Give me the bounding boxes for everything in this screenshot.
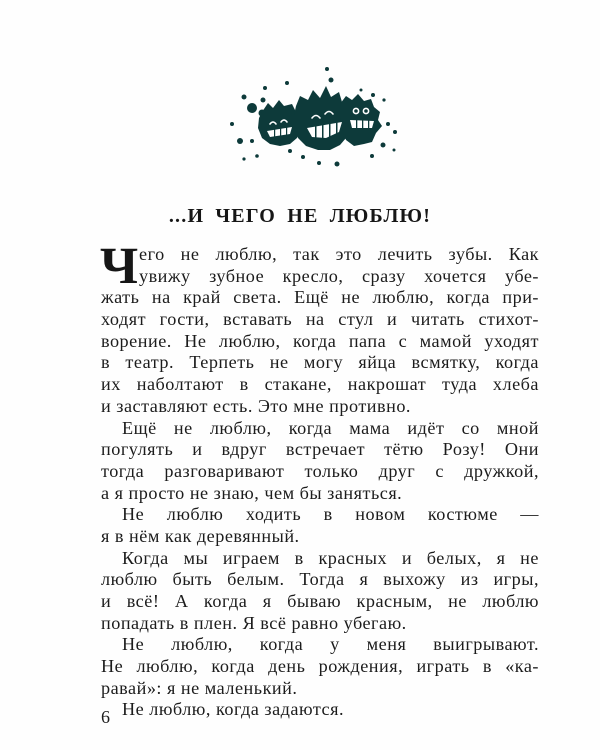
text-line: жать на край света. Ещё не люблю, когда при- [101, 287, 539, 308]
text-line: в театр. Терпеть не могу яйца всмятку, когда [101, 352, 539, 373]
text-line: Не люблю, когда задаются. [122, 699, 344, 720]
text-line: Когда мы играем в красных и белых, я не [122, 547, 539, 568]
text-line: их наболтают в стакане, накрошат туда хлеба [101, 374, 539, 395]
text-line: попадать в плен. Я всё равно убегаю. [101, 612, 407, 633]
text-line: его не люблю, так это лечить зубы. Как [139, 244, 539, 264]
drop-cap: Ч [100, 238, 139, 295]
text-line: Ещё не люблю, когда мама идёт со мной [122, 417, 539, 438]
page-number: 6 [101, 707, 110, 727]
text-line: погулять и вдруг встречает тётю Розу! Они [101, 439, 539, 460]
text-line: Не люблю, когда день рождения, играть в «ка- [101, 656, 539, 677]
text-line: Не люблю, когда у меня выигрывают. [122, 634, 539, 655]
text-line: и заставляют есть. Это мне противно. [101, 395, 411, 416]
chapter-body [100, 238, 539, 721]
text-line: ходят гости, вставать на стул и читать стихот- [101, 309, 539, 330]
text-line: и всё! А когда я бываю красным, не люблю [101, 591, 539, 611]
text-line: равай»: я не маленький. [101, 677, 298, 698]
text-line: увижу зубное кресло, сразу хочется убе- [139, 265, 539, 286]
ink-blot-illustration [225, 55, 410, 180]
text-line: люблю быть белым. Тогда я выхожу из игры, [101, 569, 539, 590]
text-line: тогда разговаривают только друг с дружкой, [101, 460, 539, 481]
chapter-title: ...И ЧЕГО НЕ ЛЮБЛЮ! [168, 205, 432, 227]
text-line: Не люблю ходить в новом костюме — [122, 504, 539, 525]
text-line: а я просто не знаю, чем бы заняться. [101, 482, 403, 503]
text-line: ворение. Не люблю, когда папа с мамой уходят [101, 330, 539, 351]
text-line: я в нём как деревянный. [101, 525, 300, 546]
